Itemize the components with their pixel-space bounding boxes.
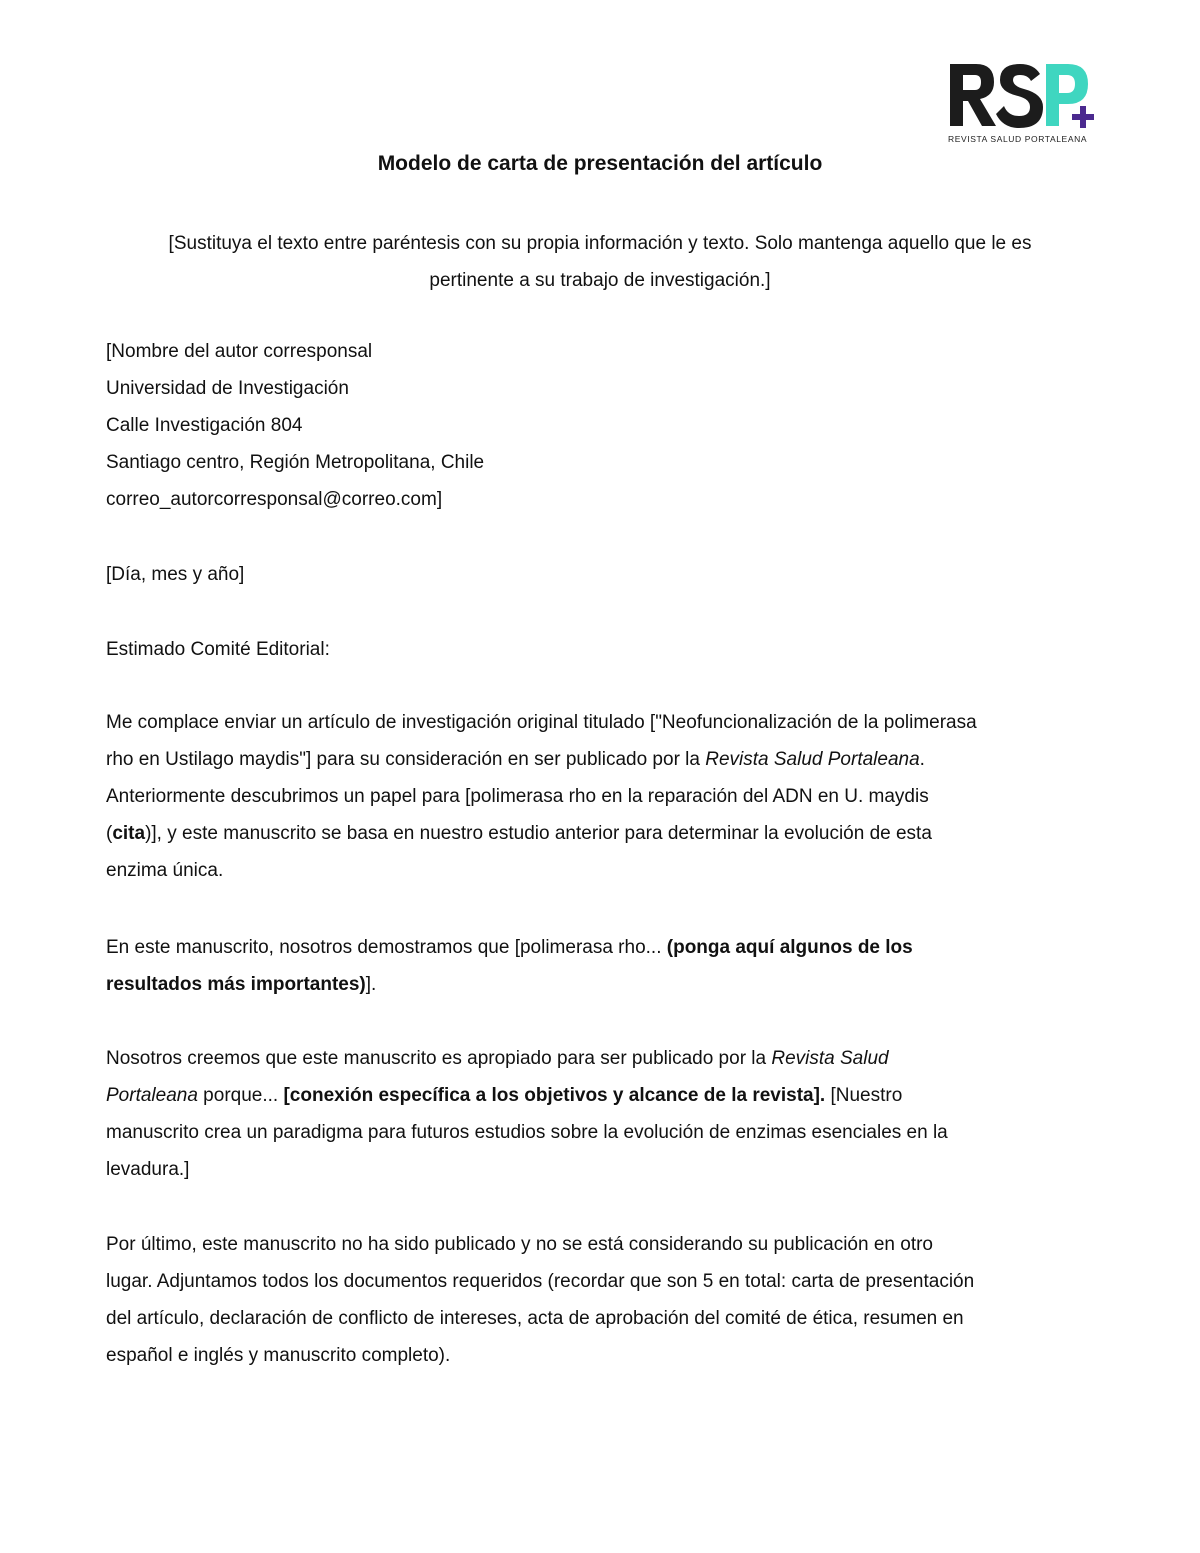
p1-line-3: Anteriormente descubrimos un papel para [polimerasa rho en la reparación del ADN en U. maydis	[106, 786, 929, 807]
p2-line-2-end: ].	[365, 974, 377, 995]
p3-line-2-text: porque...	[197, 1085, 284, 1106]
p3-line-2	[106, 1077, 1106, 1114]
document-title: Modelo de carta de presentación del artículo	[377, 152, 823, 175]
address-block	[106, 333, 1106, 518]
p1-line-4	[106, 815, 1106, 852]
p4-line-3: del artículo, declaración de conflicto de intereses, acta de aprobación del comité de ética, resumen en	[106, 1308, 964, 1329]
city: Santiago centro, Región Metropolitana, Chile	[106, 452, 485, 473]
p4-line-1: Por último, este manuscrito no ha sido publicado y no se está considerando su publicación en otro	[106, 1234, 933, 1255]
street: Calle Investigación 804	[106, 415, 303, 436]
p2-line-2-bold: resultados más importantes)	[106, 974, 366, 995]
university: Universidad de Investigación	[106, 378, 349, 399]
instructions-line-1: [Sustituya el texto entre paréntesis con su propia información y texto. Solo mantenga aquello que le es	[168, 233, 1032, 254]
journal-name-part-2: Portaleana	[106, 1085, 198, 1106]
p1-line-4-text: )], y este manuscrito se basa en nuestro estudio anterior para determinar la evolución de esta	[145, 823, 932, 844]
salutation: Estimado Comité Editorial:	[106, 639, 330, 660]
p2-line-1	[106, 929, 1106, 966]
journal-logo	[948, 60, 1098, 152]
p3-line-3: manuscrito crea un paradigma para futuros estudios sobre la evolución de enzimas esenciales en la	[106, 1122, 948, 1143]
citation-placeholder: cita	[112, 823, 146, 844]
p3-line-1	[106, 1040, 1106, 1077]
email: correo_autorcorresponsal@correo.com]	[106, 489, 443, 510]
p1-line-2	[106, 741, 1106, 778]
paragraph-1	[106, 704, 1106, 889]
p4-line-2: lugar. Adjuntamos todos los documentos requeridos (recordar que son 5 en total: carta de presentación	[106, 1271, 975, 1292]
p3-line-2-bold: [conexión específica a los objetivos y alcance de la revista].	[283, 1085, 826, 1106]
p1-line-2-end: .	[919, 749, 925, 770]
p3-line-4: levadura.]	[106, 1159, 190, 1180]
logo-caption: REVISTA SALUD PORTALEANA	[948, 134, 1088, 144]
rsp-logo-mark	[948, 60, 1098, 132]
date: [Día, mes y año]	[106, 564, 245, 585]
p3-line-1-text: Nosotros creemos que este manuscrito es apropiado para ser publicado por la	[106, 1048, 772, 1069]
paragraph-2	[106, 929, 1106, 1003]
date-line	[106, 556, 1106, 593]
p2-line-2	[106, 966, 1106, 1003]
p2-line-1-text: En este manuscrito, nosotros demostramos que [polimerasa rho...	[106, 937, 667, 958]
p1-line-1: Me complace enviar un artículo de investigación original titulado ["Neofuncionalización de la polimerasa	[106, 712, 977, 733]
journal-name: Revista Salud Portaleana	[705, 749, 920, 770]
salutation-line	[106, 631, 1106, 668]
instructions-line-2: pertinente a su trabajo de investigación.]	[429, 270, 771, 291]
instructions	[100, 225, 1100, 299]
p4-line-4: español e inglés y manuscrito completo).	[106, 1345, 451, 1366]
p1-line-4-open: (	[106, 823, 113, 844]
paragraph-3	[106, 1040, 1106, 1188]
p2-line-1-bold: (ponga aquí algunos de los	[666, 937, 913, 958]
p1-line-2-text: rho en Ustilago maydis"] para su consideración en ser publicado por la	[106, 749, 706, 770]
p3-line-2-end: [Nuestro	[825, 1085, 903, 1106]
journal-name-part-1: Revista Salud	[771, 1048, 889, 1069]
author-name: [Nombre del autor corresponsal	[106, 341, 373, 362]
paragraph-4	[106, 1226, 1106, 1374]
p1-line-5: enzima única.	[106, 860, 224, 881]
